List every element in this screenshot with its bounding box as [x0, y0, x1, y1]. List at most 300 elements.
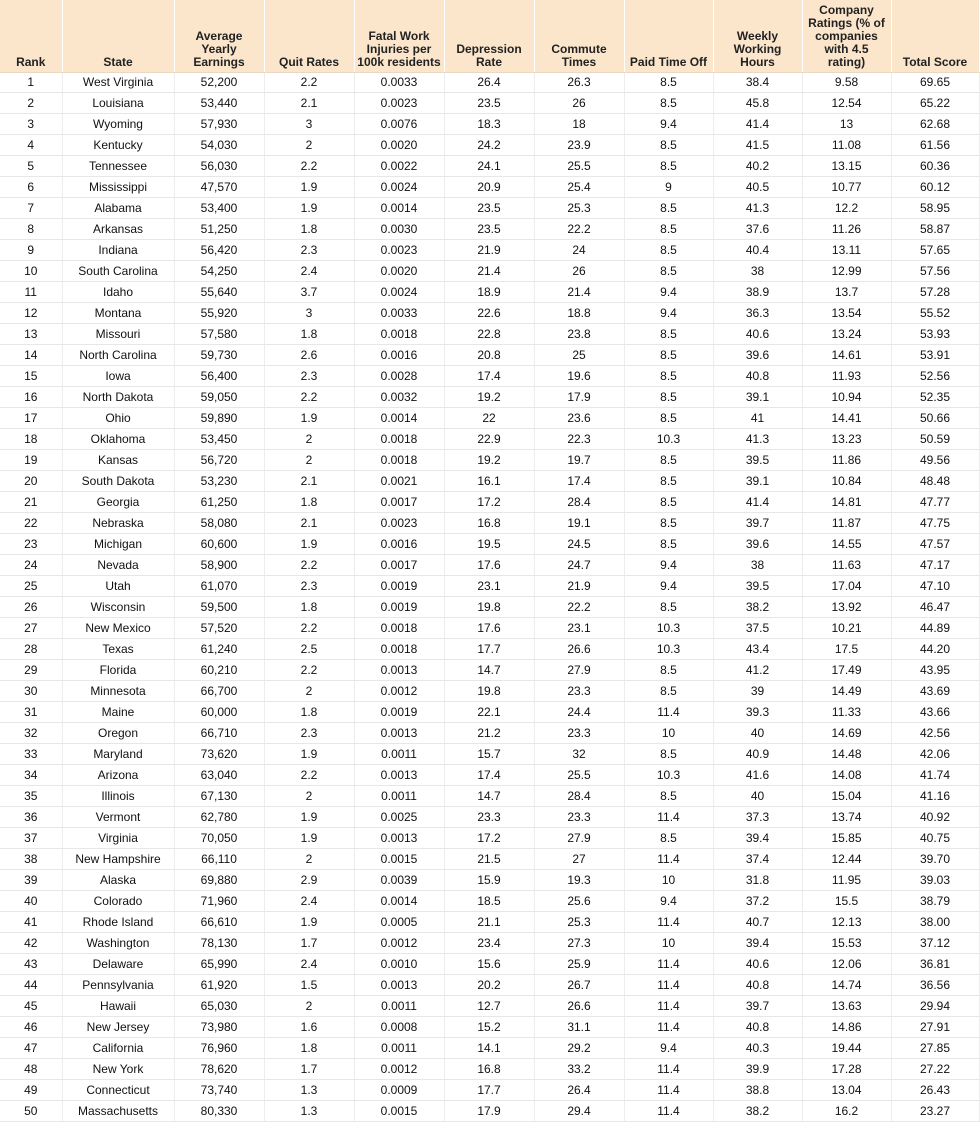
company-rating-cell: 13 — [802, 113, 891, 134]
weekly-working-hours-cell: 40.7 — [713, 911, 802, 932]
weekly-working-hours-cell: 39.5 — [713, 575, 802, 596]
average-yearly-earnings-cell: 73,980 — [174, 1016, 264, 1037]
quit-rate-cell: 2.2 — [264, 554, 354, 575]
average-yearly-earnings-cell: 73,620 — [174, 743, 264, 764]
depression-rate-cell: 18.5 — [444, 890, 534, 911]
fatal-work-injuries-cell: 0.0014 — [354, 197, 444, 218]
paid-time-off-cell: 8.5 — [624, 155, 713, 176]
paid-time-off-cell: 10.3 — [624, 428, 713, 449]
depression-rate-cell: 22.6 — [444, 302, 534, 323]
total-score-cell: 47.57 — [891, 533, 979, 554]
company-rating-cell: 10.21 — [802, 617, 891, 638]
commute-time-cell: 24.5 — [534, 533, 624, 554]
rank-cell: 24 — [0, 554, 62, 575]
company-rating-cell: 14.49 — [802, 680, 891, 701]
depression-rate-cell: 16.8 — [444, 1058, 534, 1079]
commute-time-cell: 29.2 — [534, 1037, 624, 1058]
average-yearly-earnings-cell: 66,710 — [174, 722, 264, 743]
table-row — [0, 659, 979, 680]
quit-rate-cell: 2 — [264, 995, 354, 1016]
depression-rate-cell: 17.7 — [444, 1079, 534, 1100]
table-row — [0, 764, 979, 785]
weekly-working-hours-cell: 39.6 — [713, 344, 802, 365]
paid-time-off-cell: 8.5 — [624, 92, 713, 113]
state-cell: New Mexico — [62, 617, 174, 638]
commute-time-cell: 23.3 — [534, 680, 624, 701]
table-row — [0, 785, 979, 806]
table-row — [0, 197, 979, 218]
average-yearly-earnings-cell: 53,230 — [174, 470, 264, 491]
fatal-work-injuries-cell: 0.0013 — [354, 659, 444, 680]
company-rating-cell: 13.11 — [802, 239, 891, 260]
paid-time-off-cell: 9.4 — [624, 302, 713, 323]
fatal-work-injuries-cell: 0.0025 — [354, 806, 444, 827]
fatal-work-injuries-cell: 0.0020 — [354, 260, 444, 281]
total-score-cell: 52.35 — [891, 386, 979, 407]
quit-rate-cell: 2.1 — [264, 92, 354, 113]
fatal-work-injuries-cell: 0.0039 — [354, 869, 444, 890]
company-rating-cell: 10.94 — [802, 386, 891, 407]
state-cell: West Virginia — [62, 72, 174, 92]
weekly-working-hours-cell: 41.5 — [713, 134, 802, 155]
state-cell: Texas — [62, 638, 174, 659]
weekly-working-hours-cell: 40.5 — [713, 176, 802, 197]
quit-rate-cell: 2.3 — [264, 239, 354, 260]
total-score-cell: 36.81 — [891, 953, 979, 974]
table-row — [0, 1100, 979, 1121]
rank-cell: 37 — [0, 827, 62, 848]
table-row — [0, 890, 979, 911]
total-score-cell: 57.65 — [891, 239, 979, 260]
weekly-working-hours-cell: 31.8 — [713, 869, 802, 890]
depression-rate-cell: 17.6 — [444, 617, 534, 638]
company-rating-cell: 12.54 — [802, 92, 891, 113]
state-cell: Idaho — [62, 281, 174, 302]
rank-cell: 33 — [0, 743, 62, 764]
average-yearly-earnings-cell: 56,030 — [174, 155, 264, 176]
weekly-working-hours-cell: 38.9 — [713, 281, 802, 302]
fatal-work-injuries-cell: 0.0076 — [354, 113, 444, 134]
paid-time-off-cell: 10 — [624, 869, 713, 890]
depression-rate-cell: 15.6 — [444, 953, 534, 974]
state-cell: Rhode Island — [62, 911, 174, 932]
commute-time-cell: 24.4 — [534, 701, 624, 722]
depression-rate-cell: 23.4 — [444, 932, 534, 953]
commute-time-cell: 23.3 — [534, 806, 624, 827]
average-yearly-earnings-cell: 63,040 — [174, 764, 264, 785]
table-row — [0, 113, 979, 134]
total-score-cell: 62.68 — [891, 113, 979, 134]
weekly-working-hours-cell: 45.8 — [713, 92, 802, 113]
commute-time-cell: 27.9 — [534, 827, 624, 848]
depression-rate-cell: 19.2 — [444, 386, 534, 407]
weekly-working-hours-cell: 39.3 — [713, 701, 802, 722]
company-rating-cell: 14.86 — [802, 1016, 891, 1037]
state-cell: New Hampshire — [62, 848, 174, 869]
company-rating-cell: 17.5 — [802, 638, 891, 659]
commute-time-cell: 25.3 — [534, 911, 624, 932]
company-rating-cell: 14.81 — [802, 491, 891, 512]
weekly-working-hours-cell: 43.4 — [713, 638, 802, 659]
weekly-working-hours-cell: 37.5 — [713, 617, 802, 638]
paid-time-off-cell: 10.3 — [624, 638, 713, 659]
depression-rate-cell: 24.1 — [444, 155, 534, 176]
quit-rate-cell: 2.2 — [264, 155, 354, 176]
average-yearly-earnings-cell: 61,070 — [174, 575, 264, 596]
weekly-working-hours-cell: 39.5 — [713, 449, 802, 470]
quit-rate-cell: 2.2 — [264, 617, 354, 638]
table-row — [0, 1037, 979, 1058]
rank-cell: 22 — [0, 512, 62, 533]
company-rating-cell: 13.74 — [802, 806, 891, 827]
average-yearly-earnings-cell: 65,990 — [174, 953, 264, 974]
rank-cell: 14 — [0, 344, 62, 365]
paid-time-off-cell: 11.4 — [624, 974, 713, 995]
commute-time-cell: 26 — [534, 260, 624, 281]
average-yearly-earnings-cell: 53,400 — [174, 197, 264, 218]
paid-time-off-cell: 8.5 — [624, 533, 713, 554]
weekly-working-hours-cell: 40.3 — [713, 1037, 802, 1058]
commute-time-cell: 23.8 — [534, 323, 624, 344]
total-score-cell: 53.93 — [891, 323, 979, 344]
fatal-work-injuries-cell: 0.0021 — [354, 470, 444, 491]
total-score-cell: 65.22 — [891, 92, 979, 113]
total-score-cell: 26.43 — [891, 1079, 979, 1100]
weekly-working-hours-cell: 41.6 — [713, 764, 802, 785]
table-row — [0, 680, 979, 701]
weekly-working-hours-cell: 38 — [713, 554, 802, 575]
average-yearly-earnings-cell: 70,050 — [174, 827, 264, 848]
state-cell: Colorado — [62, 890, 174, 911]
table-row — [0, 302, 979, 323]
company-rating-cell: 11.26 — [802, 218, 891, 239]
average-yearly-earnings-cell: 66,700 — [174, 680, 264, 701]
commute-time-cell: 17.9 — [534, 386, 624, 407]
quit-rate-cell: 2.2 — [264, 764, 354, 785]
total-score-cell: 49.56 — [891, 449, 979, 470]
company-rating-cell: 13.54 — [802, 302, 891, 323]
depression-rate-cell: 14.1 — [444, 1037, 534, 1058]
table-row — [0, 932, 979, 953]
company-rating-cell: 14.61 — [802, 344, 891, 365]
paid-time-off-cell: 11.4 — [624, 995, 713, 1016]
average-yearly-earnings-cell: 57,520 — [174, 617, 264, 638]
commute-time-cell: 19.6 — [534, 365, 624, 386]
fatal-work-injuries-cell: 0.0022 — [354, 155, 444, 176]
fatal-work-injuries-cell: 0.0005 — [354, 911, 444, 932]
paid-time-off-cell: 11.4 — [624, 1079, 713, 1100]
fatal-work-injuries-cell: 0.0018 — [354, 323, 444, 344]
table-row — [0, 323, 979, 344]
total-score-cell: 46.47 — [891, 596, 979, 617]
rank-cell: 30 — [0, 680, 62, 701]
depression-rate-cell: 15.7 — [444, 743, 534, 764]
company-rating-cell: 13.7 — [802, 281, 891, 302]
total-score-cell: 43.69 — [891, 680, 979, 701]
rank-cell: 21 — [0, 491, 62, 512]
quit-rate-cell: 3.7 — [264, 281, 354, 302]
weekly-working-hours-cell: 40 — [713, 722, 802, 743]
average-yearly-earnings-cell: 56,400 — [174, 365, 264, 386]
depression-rate-cell: 21.5 — [444, 848, 534, 869]
average-yearly-earnings-cell: 66,610 — [174, 911, 264, 932]
quit-rate-cell: 1.6 — [264, 1016, 354, 1037]
total-score-cell: 36.56 — [891, 974, 979, 995]
rank-cell: 27 — [0, 617, 62, 638]
depression-rate-cell: 21.9 — [444, 239, 534, 260]
average-yearly-earnings-cell: 59,730 — [174, 344, 264, 365]
average-yearly-earnings-cell: 51,250 — [174, 218, 264, 239]
quit-rate-cell: 2.4 — [264, 260, 354, 281]
average-yearly-earnings-cell: 60,600 — [174, 533, 264, 554]
commute-time-cell: 27.3 — [534, 932, 624, 953]
commute-time-cell: 26.6 — [534, 638, 624, 659]
commute-time-cell: 33.2 — [534, 1058, 624, 1079]
total-score-cell: 27.85 — [891, 1037, 979, 1058]
rank-cell: 31 — [0, 701, 62, 722]
company-rating-cell: 17.04 — [802, 575, 891, 596]
quit-rate-cell: 2.5 — [264, 638, 354, 659]
depression-rate-cell: 22 — [444, 407, 534, 428]
header-rank: Rank — [0, 0, 62, 72]
depression-rate-cell: 19.5 — [444, 533, 534, 554]
rank-cell: 35 — [0, 785, 62, 806]
weekly-working-hours-cell: 38.2 — [713, 1100, 802, 1121]
rank-cell: 46 — [0, 1016, 62, 1037]
rank-cell: 11 — [0, 281, 62, 302]
weekly-working-hours-cell: 40.2 — [713, 155, 802, 176]
total-score-cell: 38.00 — [891, 911, 979, 932]
table-row — [0, 428, 979, 449]
weekly-working-hours-cell: 37.6 — [713, 218, 802, 239]
average-yearly-earnings-cell: 54,030 — [174, 134, 264, 155]
fatal-work-injuries-cell: 0.0010 — [354, 953, 444, 974]
header-state: State — [62, 0, 174, 72]
table-row — [0, 533, 979, 554]
average-yearly-earnings-cell: 53,450 — [174, 428, 264, 449]
paid-time-off-cell: 8.5 — [624, 386, 713, 407]
average-yearly-earnings-cell: 57,580 — [174, 323, 264, 344]
paid-time-off-cell: 8.5 — [624, 323, 713, 344]
fatal-work-injuries-cell: 0.0023 — [354, 92, 444, 113]
paid-time-off-cell: 8.5 — [624, 72, 713, 92]
total-score-cell: 29.94 — [891, 995, 979, 1016]
state-cell: Kansas — [62, 449, 174, 470]
table-header — [0, 0, 979, 72]
paid-time-off-cell: 8.5 — [624, 134, 713, 155]
depression-rate-cell: 21.2 — [444, 722, 534, 743]
commute-time-cell: 28.4 — [534, 491, 624, 512]
commute-time-cell: 26.3 — [534, 72, 624, 92]
depression-rate-cell: 23.5 — [444, 197, 534, 218]
header-company-ratings: Company Ratings (% of companies with 4.5 rating) — [802, 0, 891, 72]
paid-time-off-cell: 11.4 — [624, 1016, 713, 1037]
commute-time-cell: 18 — [534, 113, 624, 134]
total-score-cell: 23.27 — [891, 1100, 979, 1121]
fatal-work-injuries-cell: 0.0023 — [354, 512, 444, 533]
weekly-working-hours-cell: 39.7 — [713, 512, 802, 533]
paid-time-off-cell: 8.5 — [624, 680, 713, 701]
table-row — [0, 176, 979, 197]
depression-rate-cell: 18.3 — [444, 113, 534, 134]
weekly-working-hours-cell: 39.4 — [713, 827, 802, 848]
total-score-cell: 57.56 — [891, 260, 979, 281]
quit-rate-cell: 1.3 — [264, 1100, 354, 1121]
commute-time-cell: 25.9 — [534, 953, 624, 974]
rank-cell: 16 — [0, 386, 62, 407]
rank-cell: 18 — [0, 428, 62, 449]
quit-rate-cell: 1.9 — [264, 176, 354, 197]
table-row — [0, 827, 979, 848]
rank-cell: 25 — [0, 575, 62, 596]
total-score-cell: 40.92 — [891, 806, 979, 827]
header-depression-rate: Depression Rate — [444, 0, 534, 72]
company-rating-cell: 12.2 — [802, 197, 891, 218]
table-row — [0, 848, 979, 869]
company-rating-cell: 17.49 — [802, 659, 891, 680]
depression-rate-cell: 23.3 — [444, 806, 534, 827]
company-rating-cell: 13.92 — [802, 596, 891, 617]
table-row — [0, 554, 979, 575]
average-yearly-earnings-cell: 57,930 — [174, 113, 264, 134]
header-row — [0, 0, 979, 72]
fatal-work-injuries-cell: 0.0012 — [354, 932, 444, 953]
paid-time-off-cell: 10 — [624, 722, 713, 743]
depression-rate-cell: 21.4 — [444, 260, 534, 281]
paid-time-off-cell: 8.5 — [624, 260, 713, 281]
company-rating-cell: 13.15 — [802, 155, 891, 176]
commute-time-cell: 19.1 — [534, 512, 624, 533]
total-score-cell: 44.20 — [891, 638, 979, 659]
state-cell: Missouri — [62, 323, 174, 344]
paid-time-off-cell: 8.5 — [624, 344, 713, 365]
total-score-cell: 39.03 — [891, 869, 979, 890]
average-yearly-earnings-cell: 61,250 — [174, 491, 264, 512]
table-row — [0, 386, 979, 407]
total-score-cell: 41.74 — [891, 764, 979, 785]
company-rating-cell: 13.24 — [802, 323, 891, 344]
table-row — [0, 596, 979, 617]
commute-time-cell: 17.4 — [534, 470, 624, 491]
average-yearly-earnings-cell: 53,440 — [174, 92, 264, 113]
quit-rate-cell: 2.4 — [264, 890, 354, 911]
total-score-cell: 27.22 — [891, 1058, 979, 1079]
total-score-cell: 57.28 — [891, 281, 979, 302]
company-rating-cell: 13.63 — [802, 995, 891, 1016]
paid-time-off-cell: 11.4 — [624, 953, 713, 974]
state-cell: Delaware — [62, 953, 174, 974]
depression-rate-cell: 23.5 — [444, 92, 534, 113]
total-score-cell: 27.91 — [891, 1016, 979, 1037]
paid-time-off-cell: 8.5 — [624, 596, 713, 617]
weekly-working-hours-cell: 39.1 — [713, 386, 802, 407]
fatal-work-injuries-cell: 0.0011 — [354, 743, 444, 764]
state-cell: Connecticut — [62, 1079, 174, 1100]
total-score-cell: 40.75 — [891, 827, 979, 848]
fatal-work-injuries-cell: 0.0015 — [354, 848, 444, 869]
average-yearly-earnings-cell: 76,960 — [174, 1037, 264, 1058]
rank-cell: 4 — [0, 134, 62, 155]
rank-cell: 48 — [0, 1058, 62, 1079]
commute-time-cell: 25.5 — [534, 155, 624, 176]
table-row — [0, 92, 979, 113]
paid-time-off-cell: 10.3 — [624, 764, 713, 785]
weekly-working-hours-cell: 40.8 — [713, 1016, 802, 1037]
weekly-working-hours-cell: 41.3 — [713, 197, 802, 218]
weekly-working-hours-cell: 40.6 — [713, 323, 802, 344]
quit-rate-cell: 2 — [264, 680, 354, 701]
paid-time-off-cell: 8.5 — [624, 512, 713, 533]
state-cell: Arizona — [62, 764, 174, 785]
depression-rate-cell: 19.8 — [444, 680, 534, 701]
average-yearly-earnings-cell: 78,620 — [174, 1058, 264, 1079]
paid-time-off-cell: 11.4 — [624, 806, 713, 827]
company-rating-cell: 15.04 — [802, 785, 891, 806]
depression-rate-cell: 17.6 — [444, 554, 534, 575]
table-row — [0, 1058, 979, 1079]
weekly-working-hours-cell: 41.4 — [713, 491, 802, 512]
rank-cell: 36 — [0, 806, 62, 827]
rank-cell: 12 — [0, 302, 62, 323]
total-score-cell: 43.95 — [891, 659, 979, 680]
rank-cell: 13 — [0, 323, 62, 344]
company-rating-cell: 15.53 — [802, 932, 891, 953]
total-score-cell: 58.95 — [891, 197, 979, 218]
quit-rate-cell: 1.9 — [264, 911, 354, 932]
paid-time-off-cell: 8.5 — [624, 491, 713, 512]
state-cell: Wisconsin — [62, 596, 174, 617]
company-rating-cell: 11.08 — [802, 134, 891, 155]
paid-time-off-cell: 8.5 — [624, 827, 713, 848]
paid-time-off-cell: 8.5 — [624, 218, 713, 239]
fatal-work-injuries-cell: 0.0014 — [354, 407, 444, 428]
fatal-work-injuries-cell: 0.0024 — [354, 176, 444, 197]
company-rating-cell: 10.84 — [802, 470, 891, 491]
total-score-cell: 53.91 — [891, 344, 979, 365]
state-cell: Minnesota — [62, 680, 174, 701]
average-yearly-earnings-cell: 54,250 — [174, 260, 264, 281]
fatal-work-injuries-cell: 0.0019 — [354, 596, 444, 617]
quit-rate-cell: 2 — [264, 134, 354, 155]
rank-cell: 9 — [0, 239, 62, 260]
total-score-cell: 58.87 — [891, 218, 979, 239]
quit-rate-cell: 3 — [264, 113, 354, 134]
paid-time-off-cell: 11.4 — [624, 1058, 713, 1079]
paid-time-off-cell: 11.4 — [624, 911, 713, 932]
state-cell: Washington — [62, 932, 174, 953]
company-rating-cell: 11.86 — [802, 449, 891, 470]
company-rating-cell: 11.33 — [802, 701, 891, 722]
quit-rate-cell: 1.8 — [264, 1037, 354, 1058]
company-rating-cell: 10.77 — [802, 176, 891, 197]
depression-rate-cell: 17.7 — [444, 638, 534, 659]
rank-cell: 50 — [0, 1100, 62, 1121]
total-score-cell: 47.75 — [891, 512, 979, 533]
rank-cell: 19 — [0, 449, 62, 470]
table-row — [0, 281, 979, 302]
quit-rate-cell: 2.2 — [264, 659, 354, 680]
state-cell: Alabama — [62, 197, 174, 218]
commute-time-cell: 27.9 — [534, 659, 624, 680]
company-rating-cell: 14.74 — [802, 974, 891, 995]
company-rating-cell: 14.08 — [802, 764, 891, 785]
company-rating-cell: 12.06 — [802, 953, 891, 974]
fatal-work-injuries-cell: 0.0011 — [354, 1037, 444, 1058]
table-row — [0, 974, 979, 995]
fatal-work-injuries-cell: 0.0012 — [354, 1058, 444, 1079]
weekly-working-hours-cell: 39.1 — [713, 470, 802, 491]
fatal-work-injuries-cell: 0.0018 — [354, 617, 444, 638]
